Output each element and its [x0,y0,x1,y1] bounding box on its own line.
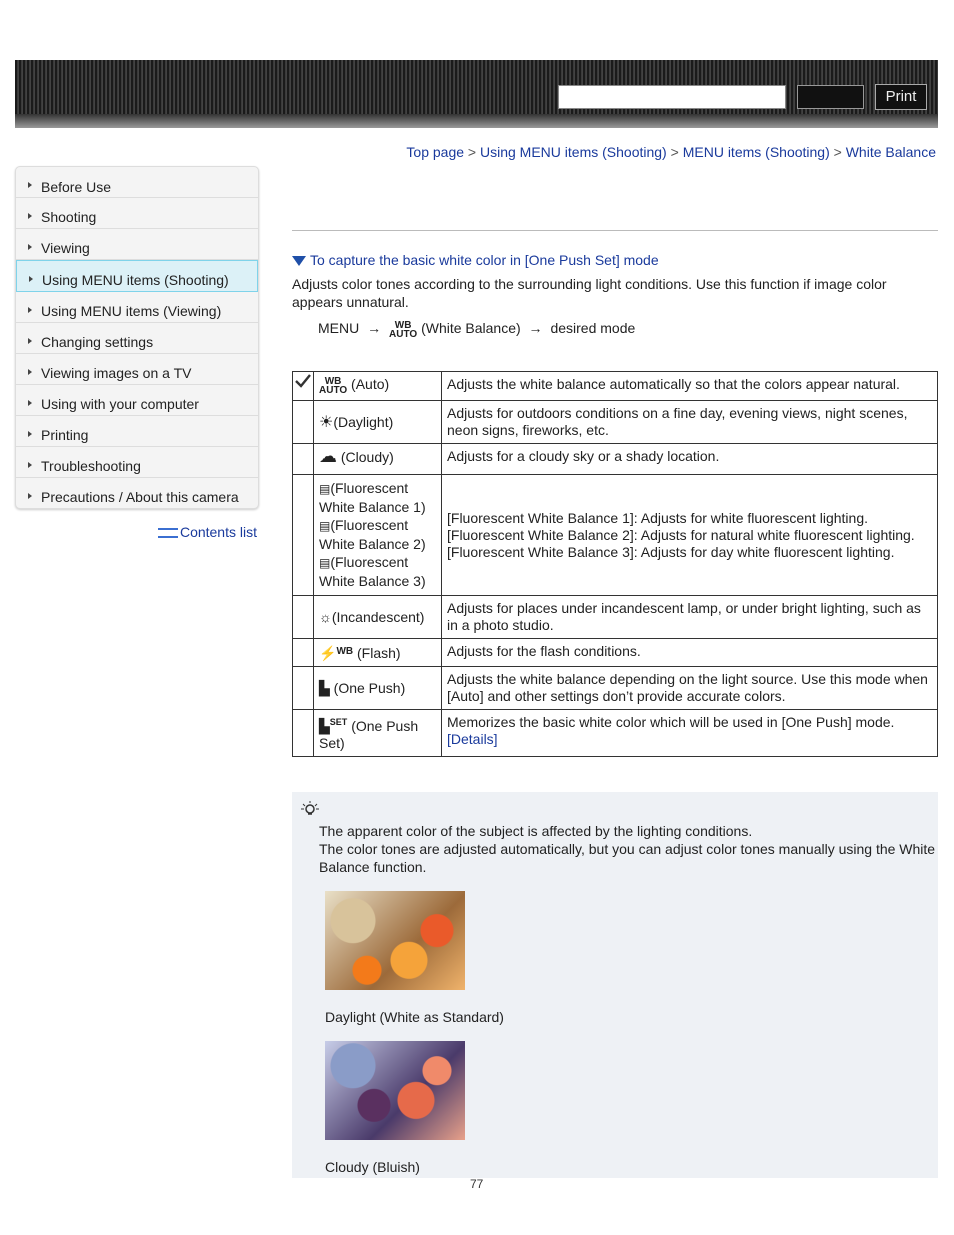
table-row [293,475,938,596]
sidebar-item-before-use[interactable] [16,167,258,198]
mode-cell: ▙$^{SET}$ (One Push Set) [314,710,442,757]
desc-cell: Adjusts for a cloudy sky or a shady location. [442,444,938,475]
flash-icon: ⚡ [319,645,337,661]
arrow-right-icon [28,182,32,188]
mode-cell: ☼(Incandescent) [314,596,442,639]
check-cell [293,372,314,401]
sidebar-item-label: Using MENU items (Viewing) [41,303,222,319]
breadcrumb-top-page[interactable]: Top page [406,144,465,160]
triangle-down-icon [292,256,306,266]
breadcrumb-sep: > [670,144,679,160]
set-label: SET [329,717,348,727]
desc-cell: Adjusts for outdoors conditions on a fine day, evening views, night scenes, neon signs, fireworks, etc. [442,401,938,444]
arrow-right-icon [28,400,32,406]
sidebar-nav [15,166,259,509]
arrow-right-icon [28,369,32,375]
desc-cell: [Fluorescent White Balance 1]: Adjusts for white fluorescent lighting. [Fluorescent White Balance 2]: Adjusts for natural white fluorescent lighting. [Fluorescent White Balance 3]: Adjusts for day white fluorescent lighting. [442,475,938,596]
wb-auto-icon: WB AUTO [389,320,418,340]
checkmark-icon [293,372,313,390]
table-row [293,401,938,444]
arrow-right-icon [28,431,32,437]
table-row [293,372,938,401]
fluorescent-icon: ▤ [319,556,331,570]
white-balance-table [292,371,938,757]
sidebar-item-viewing[interactable] [16,229,258,260]
fluorescent-icon: ▤ [319,519,331,533]
sidebar-item-using-menu-shooting[interactable] [16,260,258,292]
sidebar-item-label: Using with your computer [41,396,199,412]
flash-wb-label: WB [336,646,354,657]
breadcrumb-sep: > [833,144,842,160]
hint-box [292,792,938,1178]
menu-label: MENU [318,320,360,336]
arrow-right-icon: → [367,320,382,336]
sidebar-item-troubleshooting[interactable] [16,447,258,478]
divider [292,230,938,231]
arrow-right-icon [29,276,33,282]
sidebar-item-label: Changing settings [41,334,154,350]
search-button[interactable] [797,85,864,109]
mode-cell: ⚡$^{WB}$ (Flash) [314,639,442,667]
mode-cell: WB AUTO (Auto) [314,372,442,401]
contents-list-link[interactable] [158,524,257,540]
sidebar-item-label: Printing [41,427,89,443]
arrow-right-icon [28,244,32,250]
sidebar-item-label: Precautions / About this camera [41,489,239,505]
print-button[interactable]: Print [875,84,927,110]
sidebar-item-printing[interactable] [16,416,258,447]
mode-cell: ☁ (Cloudy) [314,444,442,475]
arrow-right-icon [158,528,178,538]
desc-cell: Adjusts for the flash conditions. [442,639,938,667]
table-row [293,667,938,710]
page-number: 77 [470,1177,484,1191]
mode-label: desired mode [550,320,636,336]
sidebar-item-label: Using MENU items (Shooting) [42,272,229,288]
breadcrumb-white-balance[interactable]: White Balance [845,144,936,160]
cloud-icon: ☁ [319,446,337,466]
breadcrumb-using-menu-shooting[interactable]: Using MENU items (Shooting) [480,144,667,160]
lightbulb-icon [300,800,320,825]
desc-cell: Memorizes the basic white color which will be used in [One Push] mode. [Details] [442,710,938,757]
search-input[interactable] [558,85,786,109]
sidebar-item-shooting[interactable] [16,198,258,229]
table-row [293,639,938,667]
daylight-caption: Daylight (White as Standard) [325,1009,504,1025]
arrow-right-icon [28,307,32,313]
table-row [293,596,938,639]
sidebar-item-computer[interactable] [16,385,258,416]
sun-icon: ☀ [319,413,334,431]
incandescent-icon: ☼ [319,608,332,625]
breadcrumb-sep: > [467,144,477,160]
mode-cell: ☀(Daylight) [314,401,442,444]
white-balance-label: (White Balance) [421,320,521,336]
hint-text: The apparent color of the subject is affected by the lighting conditions. The color tones are adjusted automatically, but you can adjust color tones manually using the White Balance function. [319,823,936,875]
desc-cell: Adjusts the white balance depending on the light source. Use this mode when [Auto] and other settings don’t provide accurate colors. [442,667,938,710]
breadcrumb-menu-items-shooting[interactable]: MENU items (Shooting) [682,144,830,160]
arrow-right-icon [28,338,32,344]
sidebar-item-viewing-tv[interactable] [16,354,258,385]
arrow-right-icon [28,462,32,468]
sidebar-item-changing-settings[interactable] [16,323,258,354]
table-row [293,444,938,475]
wb-auto-icon: WB AUTO [319,376,348,396]
arrow-right-icon [28,213,32,219]
one-push-icon: ▙ [319,679,330,696]
section-link-label: To capture the basic white color in [One Push Set] mode [310,252,659,268]
menu-path [318,320,635,339]
mode-cell: ▙ (One Push) [314,667,442,710]
sidebar-item-label: Viewing [41,240,90,256]
daylight-photo [325,891,465,990]
arrow-right-icon: → [528,320,543,336]
sidebar-item-label: Troubleshooting [41,458,141,474]
breadcrumb [406,144,936,160]
fluorescent-icon: ▤ [319,482,331,496]
contents-list-label: Contents list [179,524,257,540]
arrow-right-icon [28,493,32,499]
desc-cell: Adjusts the white balance automatically so that the colors appear natural. [442,372,938,401]
intro-text: Adjusts color tones according to the surrounding light conditions. Use this function if image color appears unnatural. [292,276,887,310]
cloudy-caption: Cloudy (Bluish) [325,1159,420,1175]
sidebar-item-precautions[interactable] [16,478,258,508]
one-push-set-icon: ▙ [319,718,330,734]
sidebar-item-using-menu-viewing[interactable] [16,292,258,323]
sidebar-item-label: Shooting [41,209,97,225]
sidebar-item-label: Before Use [41,179,112,195]
sidebar-item-label: Viewing images on a TV [41,365,192,381]
details-link[interactable]: [Details] [447,731,498,747]
desc-cell: Adjusts for places under incandescent lamp, or under bright lighting, such as in a photo studio. [442,596,938,639]
cloudy-photo [325,1041,465,1140]
section-link[interactable] [292,252,659,268]
table-row [293,710,938,757]
mode-cell: ▤(Fluorescent White Balance 1) ▤(Fluorescent White Balance 2) ▤(Fluorescent White Balance 3) [314,475,442,596]
